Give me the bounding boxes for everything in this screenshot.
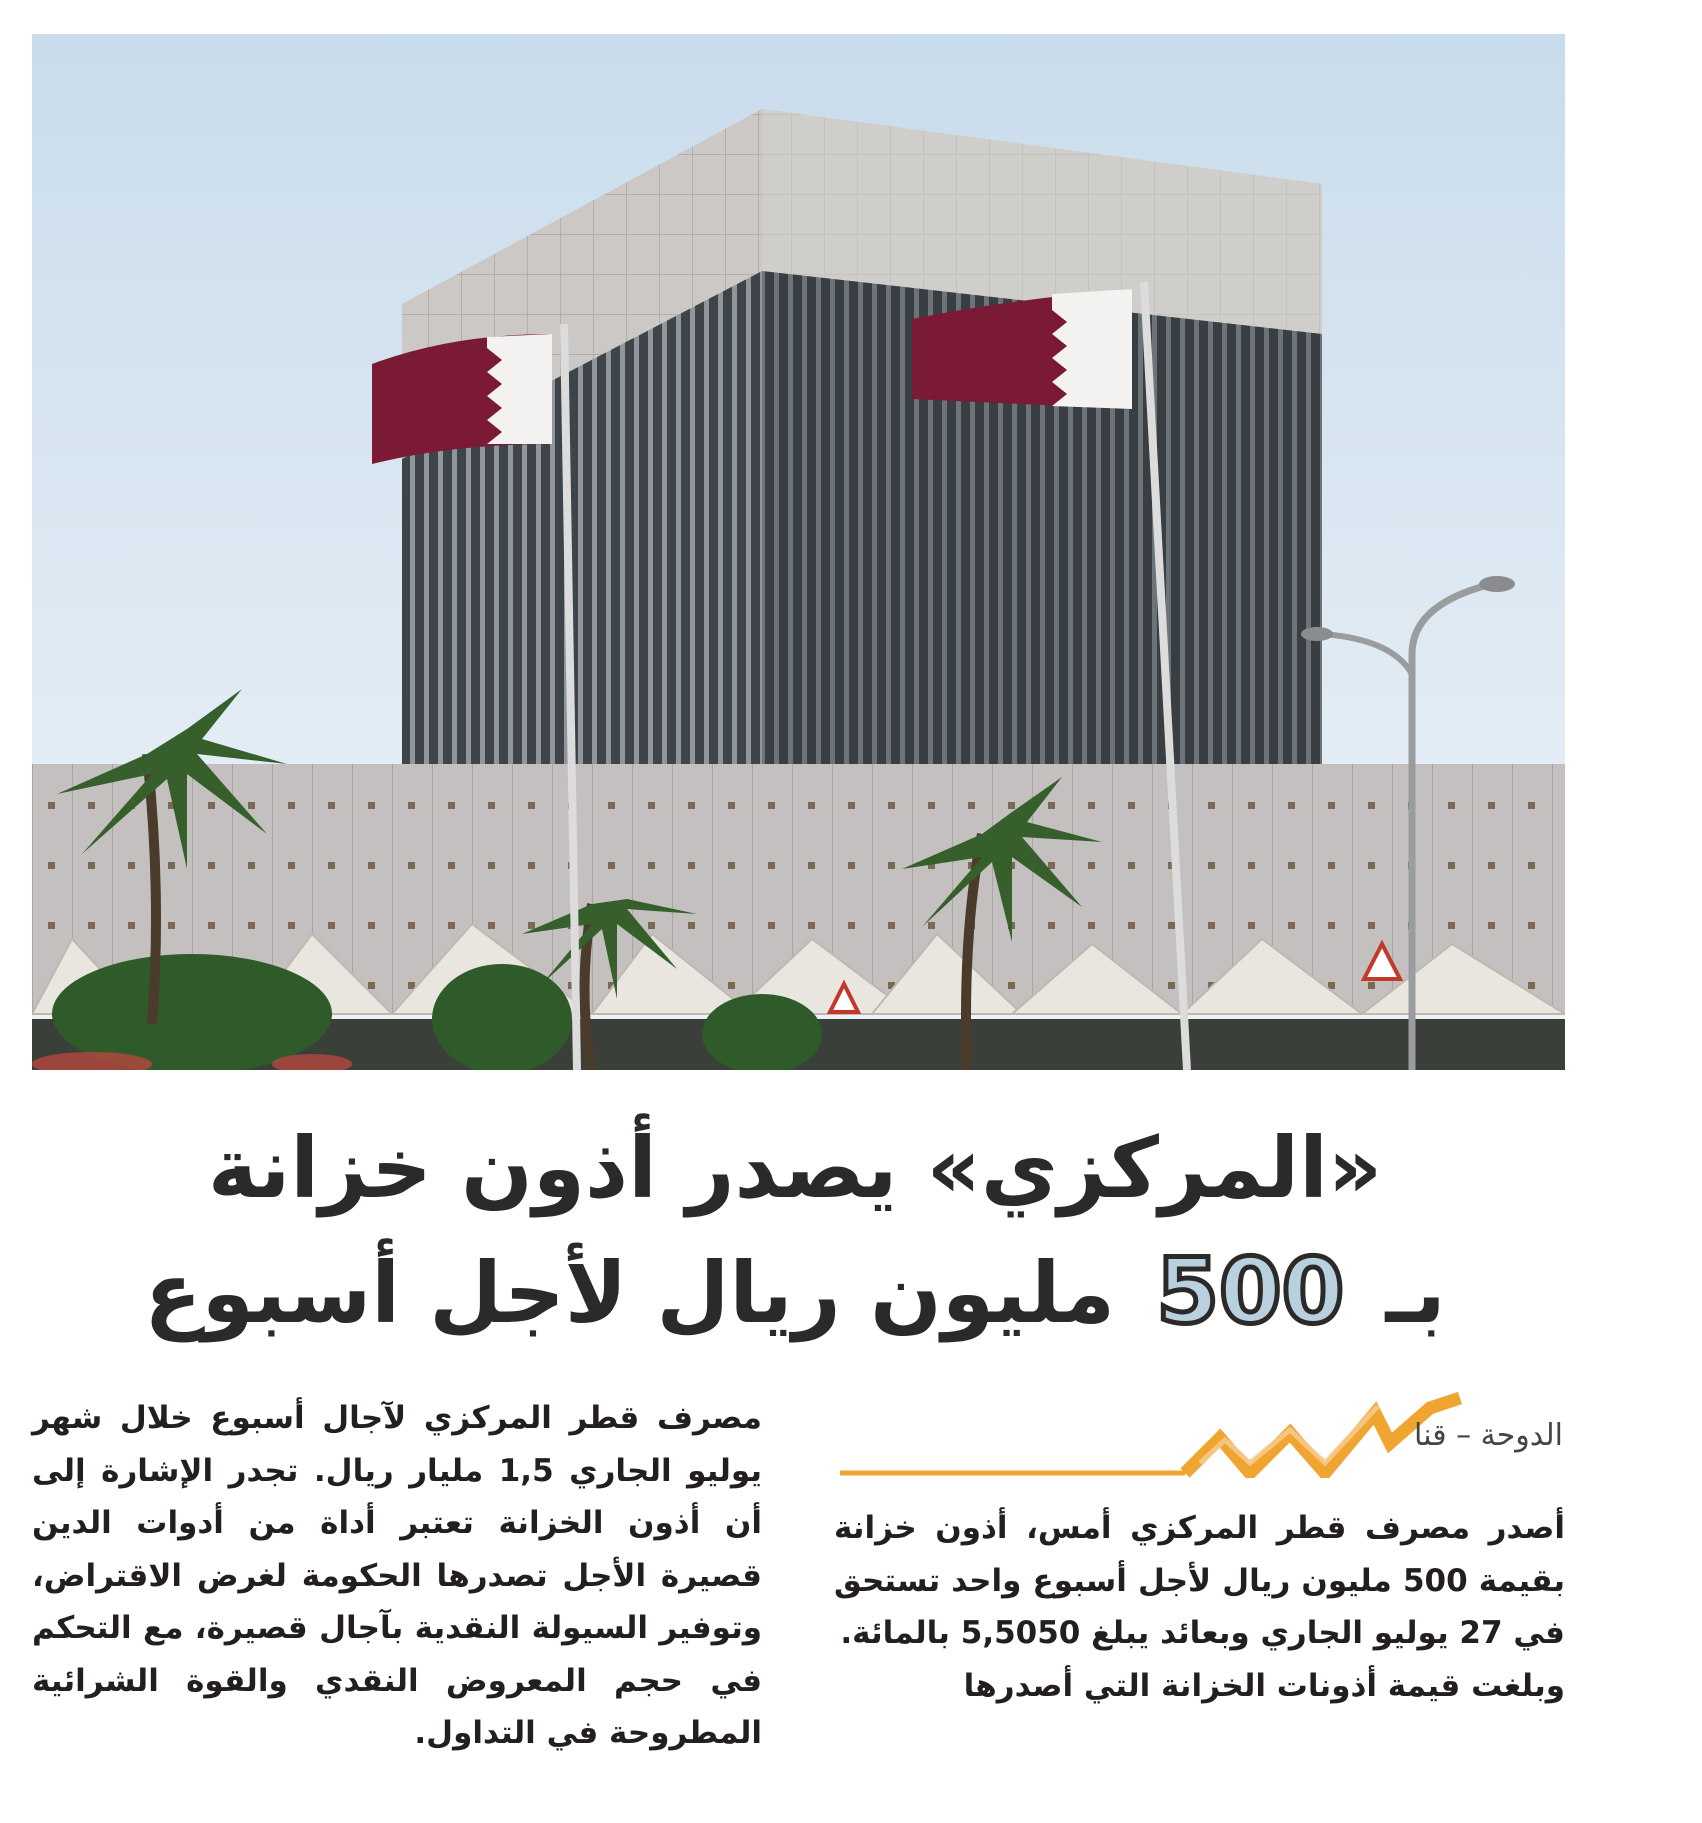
headline-suffix: مليون ريال لأجل أسبوع [144,1244,1116,1342]
article-column-right [834,1502,1565,1712]
paragraph-3: مصرف قطر المركزي لآجال أسبوع خلال شهر يوليو الجاري 1,5 مليار ريال. تجدر الإشارة إلى أن أذون الخزانة تعتبر أداة من أدوات الدين قصيرة الأجل تصدرها الحكومة لغرض الاقتراض، وتوفير السيولة النقدية بآجال قصيرة، مع التحكم في حجم المعروض النقدي والقوة الشرائية المطروحة في التداول. [32,1400,762,1751]
headline-line-2 [90,1232,1500,1353]
headline-prefix: بـ [1385,1244,1446,1342]
article-photo [32,34,1565,1070]
headline-line-1 [90,1108,1500,1228]
byline-location: الدوحة – قنا [1414,1418,1563,1453]
byline-block [830,1388,1565,1478]
headline-number: 500 [1156,1239,1345,1344]
article-column-left [32,1392,762,1760]
paragraph-2: وبلغت قيمة أذونات الخزانة التي أصدرها [963,1667,1565,1704]
central-bank-building-image [32,34,1565,1070]
paragraph-1: أصدر مصرف قطر المركزي أمس، أذون خزانة بقيمة 500 مليون ريال لأجل أسبوع واحد تستحق في 27 يوليو الجاري وبعائد يبلغ 5,5050 بالمائة. [834,1510,1565,1651]
headline-text-1: «المركزي» يصدر أذون خزانة [207,1119,1383,1217]
